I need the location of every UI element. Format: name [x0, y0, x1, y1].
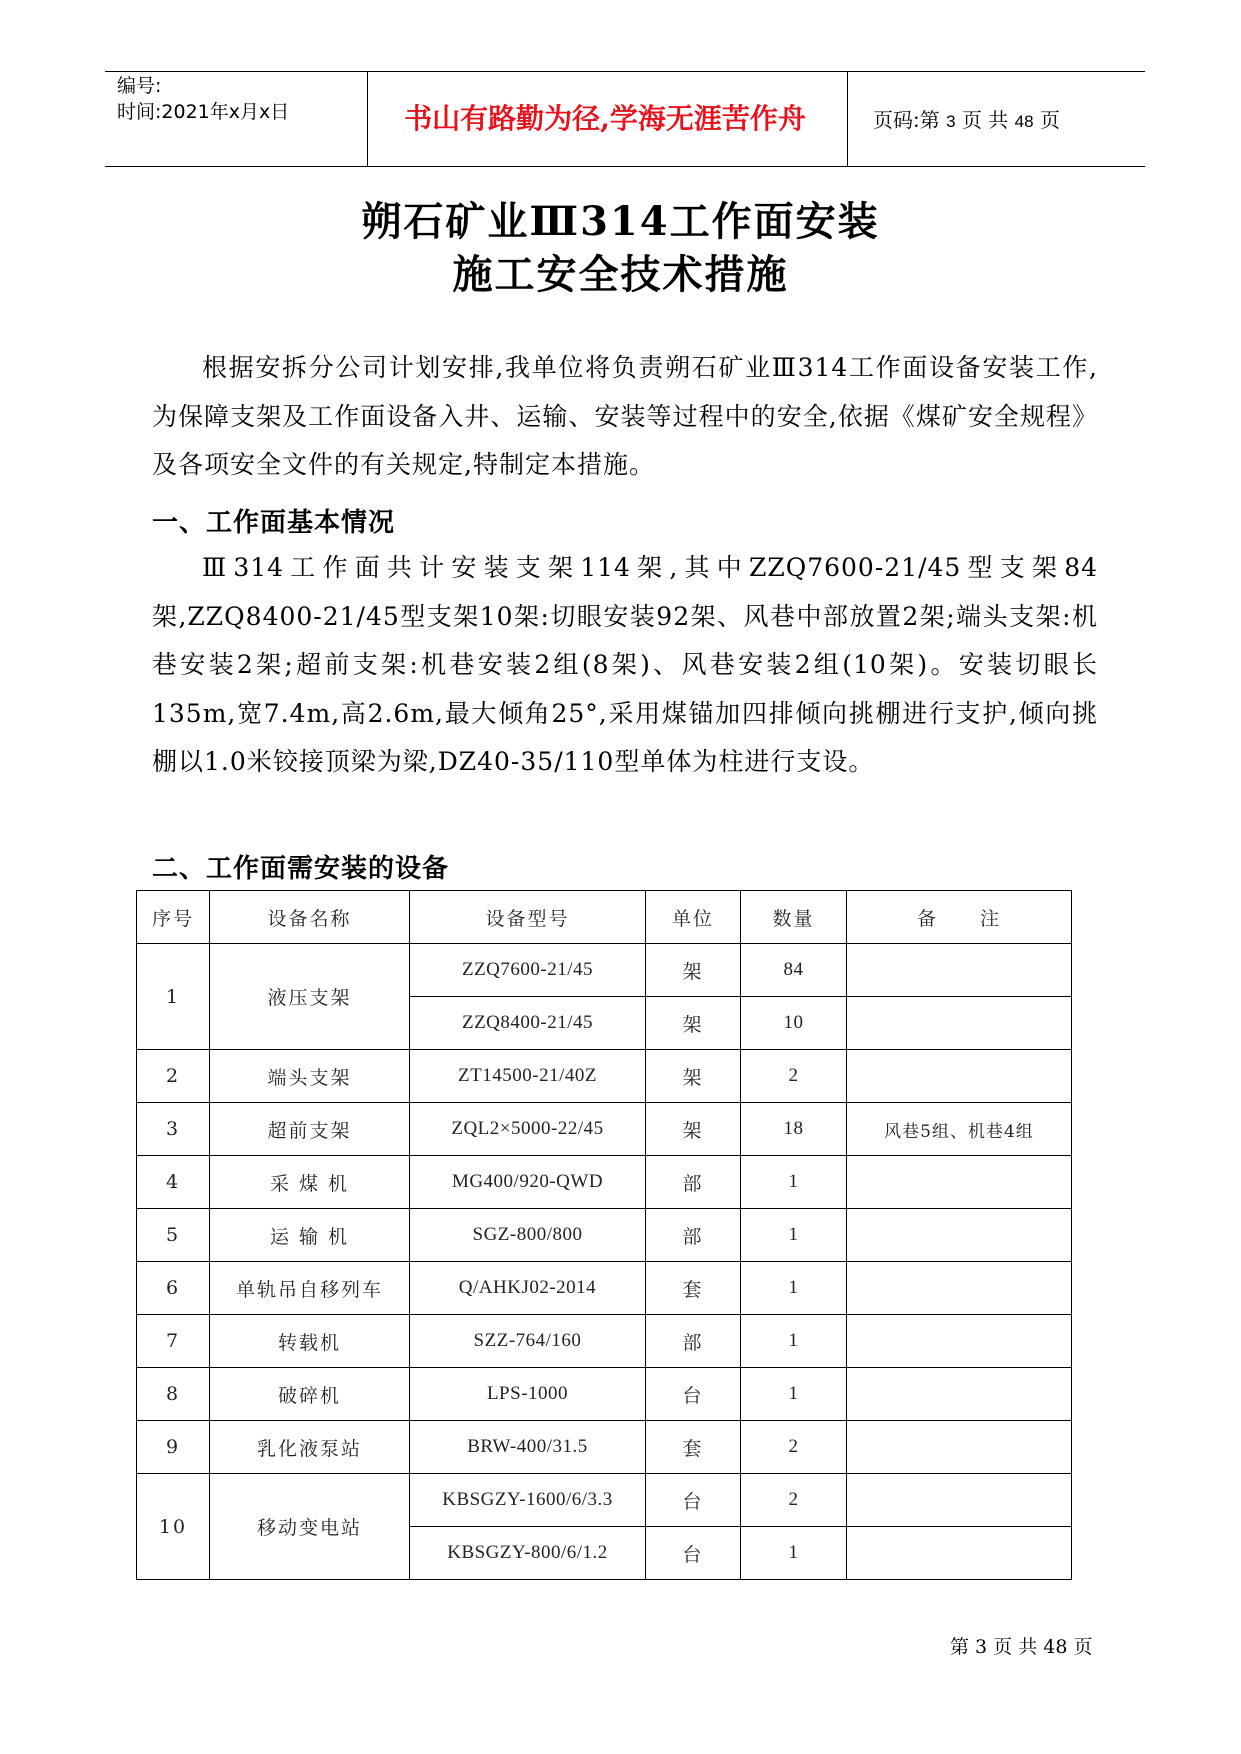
cell-qty: 1	[741, 1315, 847, 1368]
cell-unit: 架	[646, 1050, 741, 1103]
header-page-info: 页码:第 3 页 共 48 页	[873, 108, 1060, 132]
cell-note	[847, 1050, 1072, 1103]
cell-name: 采 煤 机	[210, 1156, 410, 1209]
header-cell-model: 设备型号	[410, 891, 646, 944]
cell-qty: 1	[741, 1156, 847, 1209]
cell-no: 8	[137, 1368, 210, 1421]
section1-paragraph: Ⅲ314工作面共计安装支架114架,其中ZZQ7600-21/45型支架84架,ZZQ8400-21/45型支架10架:切眼安装92架、风巷中部放置2架;端头支架:机巷安装2架;超前支架:机巷安装2组(8架)、风巷安装2组(10架)。安装切眼长135m,宽7.4m,高2.6m,最大倾角25°,采用煤锚加四排倾向挑棚进行支护,倾向挑棚以1.0米铰接顶梁为梁,DZ40-35/110型单体为柱进行支设。	[152, 553, 1098, 776]
cell-qty: 18	[741, 1103, 847, 1156]
cell-model: ZZQ8400-21/45	[410, 997, 646, 1050]
cell-unit: 部	[646, 1315, 741, 1368]
cell-model: Q/AHKJ02-2014	[410, 1262, 646, 1315]
cell-no: 1	[137, 944, 210, 1050]
cell-qty: 84	[741, 944, 847, 997]
header-cell-note: 备 注	[847, 891, 1072, 944]
section2-heading: 二、工作面需安装的设备	[152, 854, 450, 884]
table-header-row	[137, 891, 1072, 944]
cell-unit: 台	[646, 1368, 741, 1421]
table-row	[137, 1368, 1072, 1421]
table-row	[137, 1421, 1072, 1474]
cell-note	[847, 997, 1072, 1050]
header-top-rule	[105, 71, 1145, 72]
cell-model: SGZ-800/800	[410, 1209, 646, 1262]
cell-no: 3	[137, 1103, 210, 1156]
cell-model: ZZQ7600-21/45	[410, 944, 646, 997]
table-row	[137, 1209, 1072, 1262]
cell-no: 10	[137, 1474, 210, 1580]
cell-unit: 部	[646, 1156, 741, 1209]
cell-qty: 2	[741, 1474, 847, 1527]
cell-name: 破碎机	[210, 1368, 410, 1421]
cell-no: 7	[137, 1315, 210, 1368]
table-row	[137, 1262, 1072, 1315]
cell-qty: 1	[741, 1368, 847, 1421]
cell-note	[847, 1262, 1072, 1315]
cell-model: BRW-400/31.5	[410, 1421, 646, 1474]
cell-no: 5	[137, 1209, 210, 1262]
cell-model: MG400/920-QWD	[410, 1156, 646, 1209]
cell-unit: 台	[646, 1527, 741, 1580]
cell-no: 2	[137, 1050, 210, 1103]
table-row	[137, 1103, 1072, 1156]
header-bottom-rule	[105, 166, 1145, 167]
cell-unit: 套	[646, 1262, 741, 1315]
cell-unit: 套	[646, 1421, 741, 1474]
cell-note	[847, 944, 1072, 997]
cell-qty: 2	[741, 1050, 847, 1103]
cell-no: 4	[137, 1156, 210, 1209]
cell-name: 运 输 机	[210, 1209, 410, 1262]
cell-name: 超前支架	[210, 1103, 410, 1156]
cell-qty: 1	[741, 1262, 847, 1315]
cell-unit: 部	[646, 1209, 741, 1262]
cell-name: 端头支架	[210, 1050, 410, 1103]
cell-name: 转载机	[210, 1315, 410, 1368]
table-row	[137, 1474, 1072, 1527]
table-row	[137, 1156, 1072, 1209]
header-motto: 书山有路勤为径,学海无涯苦作舟	[404, 102, 806, 135]
cell-name: 移动变电站	[210, 1474, 410, 1580]
header-cell-name: 设备名称	[210, 891, 410, 944]
cell-unit: 架	[646, 944, 741, 997]
cell-note	[847, 1368, 1072, 1421]
section1-heading: 一、工作面基本情况	[152, 508, 396, 538]
equipment-table	[136, 890, 1072, 1580]
cell-qty: 2	[741, 1421, 847, 1474]
cell-note	[847, 1527, 1072, 1580]
cell-note	[847, 1421, 1072, 1474]
cell-qty: 1	[741, 1527, 847, 1580]
table-row	[137, 1050, 1072, 1103]
page-footer: 第 3 页 共 48 页	[950, 1636, 1093, 1658]
document-title-line1: 朔石矿业Ⅲ314工作面安装	[361, 198, 880, 245]
cell-qty: 1	[741, 1209, 847, 1262]
cell-no: 6	[137, 1262, 210, 1315]
cell-note	[847, 1474, 1072, 1527]
document-title-line2: 施工安全技术措施	[452, 251, 789, 298]
cell-unit: 架	[646, 997, 741, 1050]
cell-name: 乳化液泵站	[210, 1421, 410, 1474]
cell-model: SZZ-764/160	[410, 1315, 646, 1368]
cell-note: 风巷5组、机巷4组	[847, 1103, 1072, 1156]
document-time-label: 时间:2021年x月x日	[117, 101, 290, 123]
header-divider-left	[367, 71, 368, 166]
cell-model: ZQL2×5000-22/45	[410, 1103, 646, 1156]
cell-unit: 架	[646, 1103, 741, 1156]
table-row	[137, 944, 1072, 997]
cell-model: ZT14500-21/40Z	[410, 1050, 646, 1103]
cell-note	[847, 1315, 1072, 1368]
cell-model: KBSGZY-1600/6/3.3	[410, 1474, 646, 1527]
cell-model: KBSGZY-800/6/1.2	[410, 1527, 646, 1580]
header-cell-no: 序号	[137, 891, 210, 944]
cell-qty: 10	[741, 997, 847, 1050]
cell-note	[847, 1156, 1072, 1209]
cell-model: LPS-1000	[410, 1368, 646, 1421]
cell-no: 9	[137, 1421, 210, 1474]
header-cell-qty: 数量	[741, 891, 847, 944]
header-divider-right	[847, 71, 848, 166]
header-cell-unit: 单位	[646, 891, 741, 944]
cell-unit: 台	[646, 1474, 741, 1527]
cell-note	[847, 1209, 1072, 1262]
cell-name: 单轨吊自移列车	[210, 1262, 410, 1315]
table-row	[137, 1315, 1072, 1368]
cell-name: 液压支架	[210, 944, 410, 1050]
page-header	[105, 71, 1145, 166]
intro-paragraph: 根据安拆分公司计划安排,我单位将负责朔石矿业Ⅲ314工作面设备安装工作,为保障支架及工作面设备入井、运输、安装等过程中的安全,依据《煤矿安全规程》及各项安全文件的有关规定,特制定本措施。	[152, 353, 1098, 479]
document-number-label: 编号:	[117, 75, 162, 97]
